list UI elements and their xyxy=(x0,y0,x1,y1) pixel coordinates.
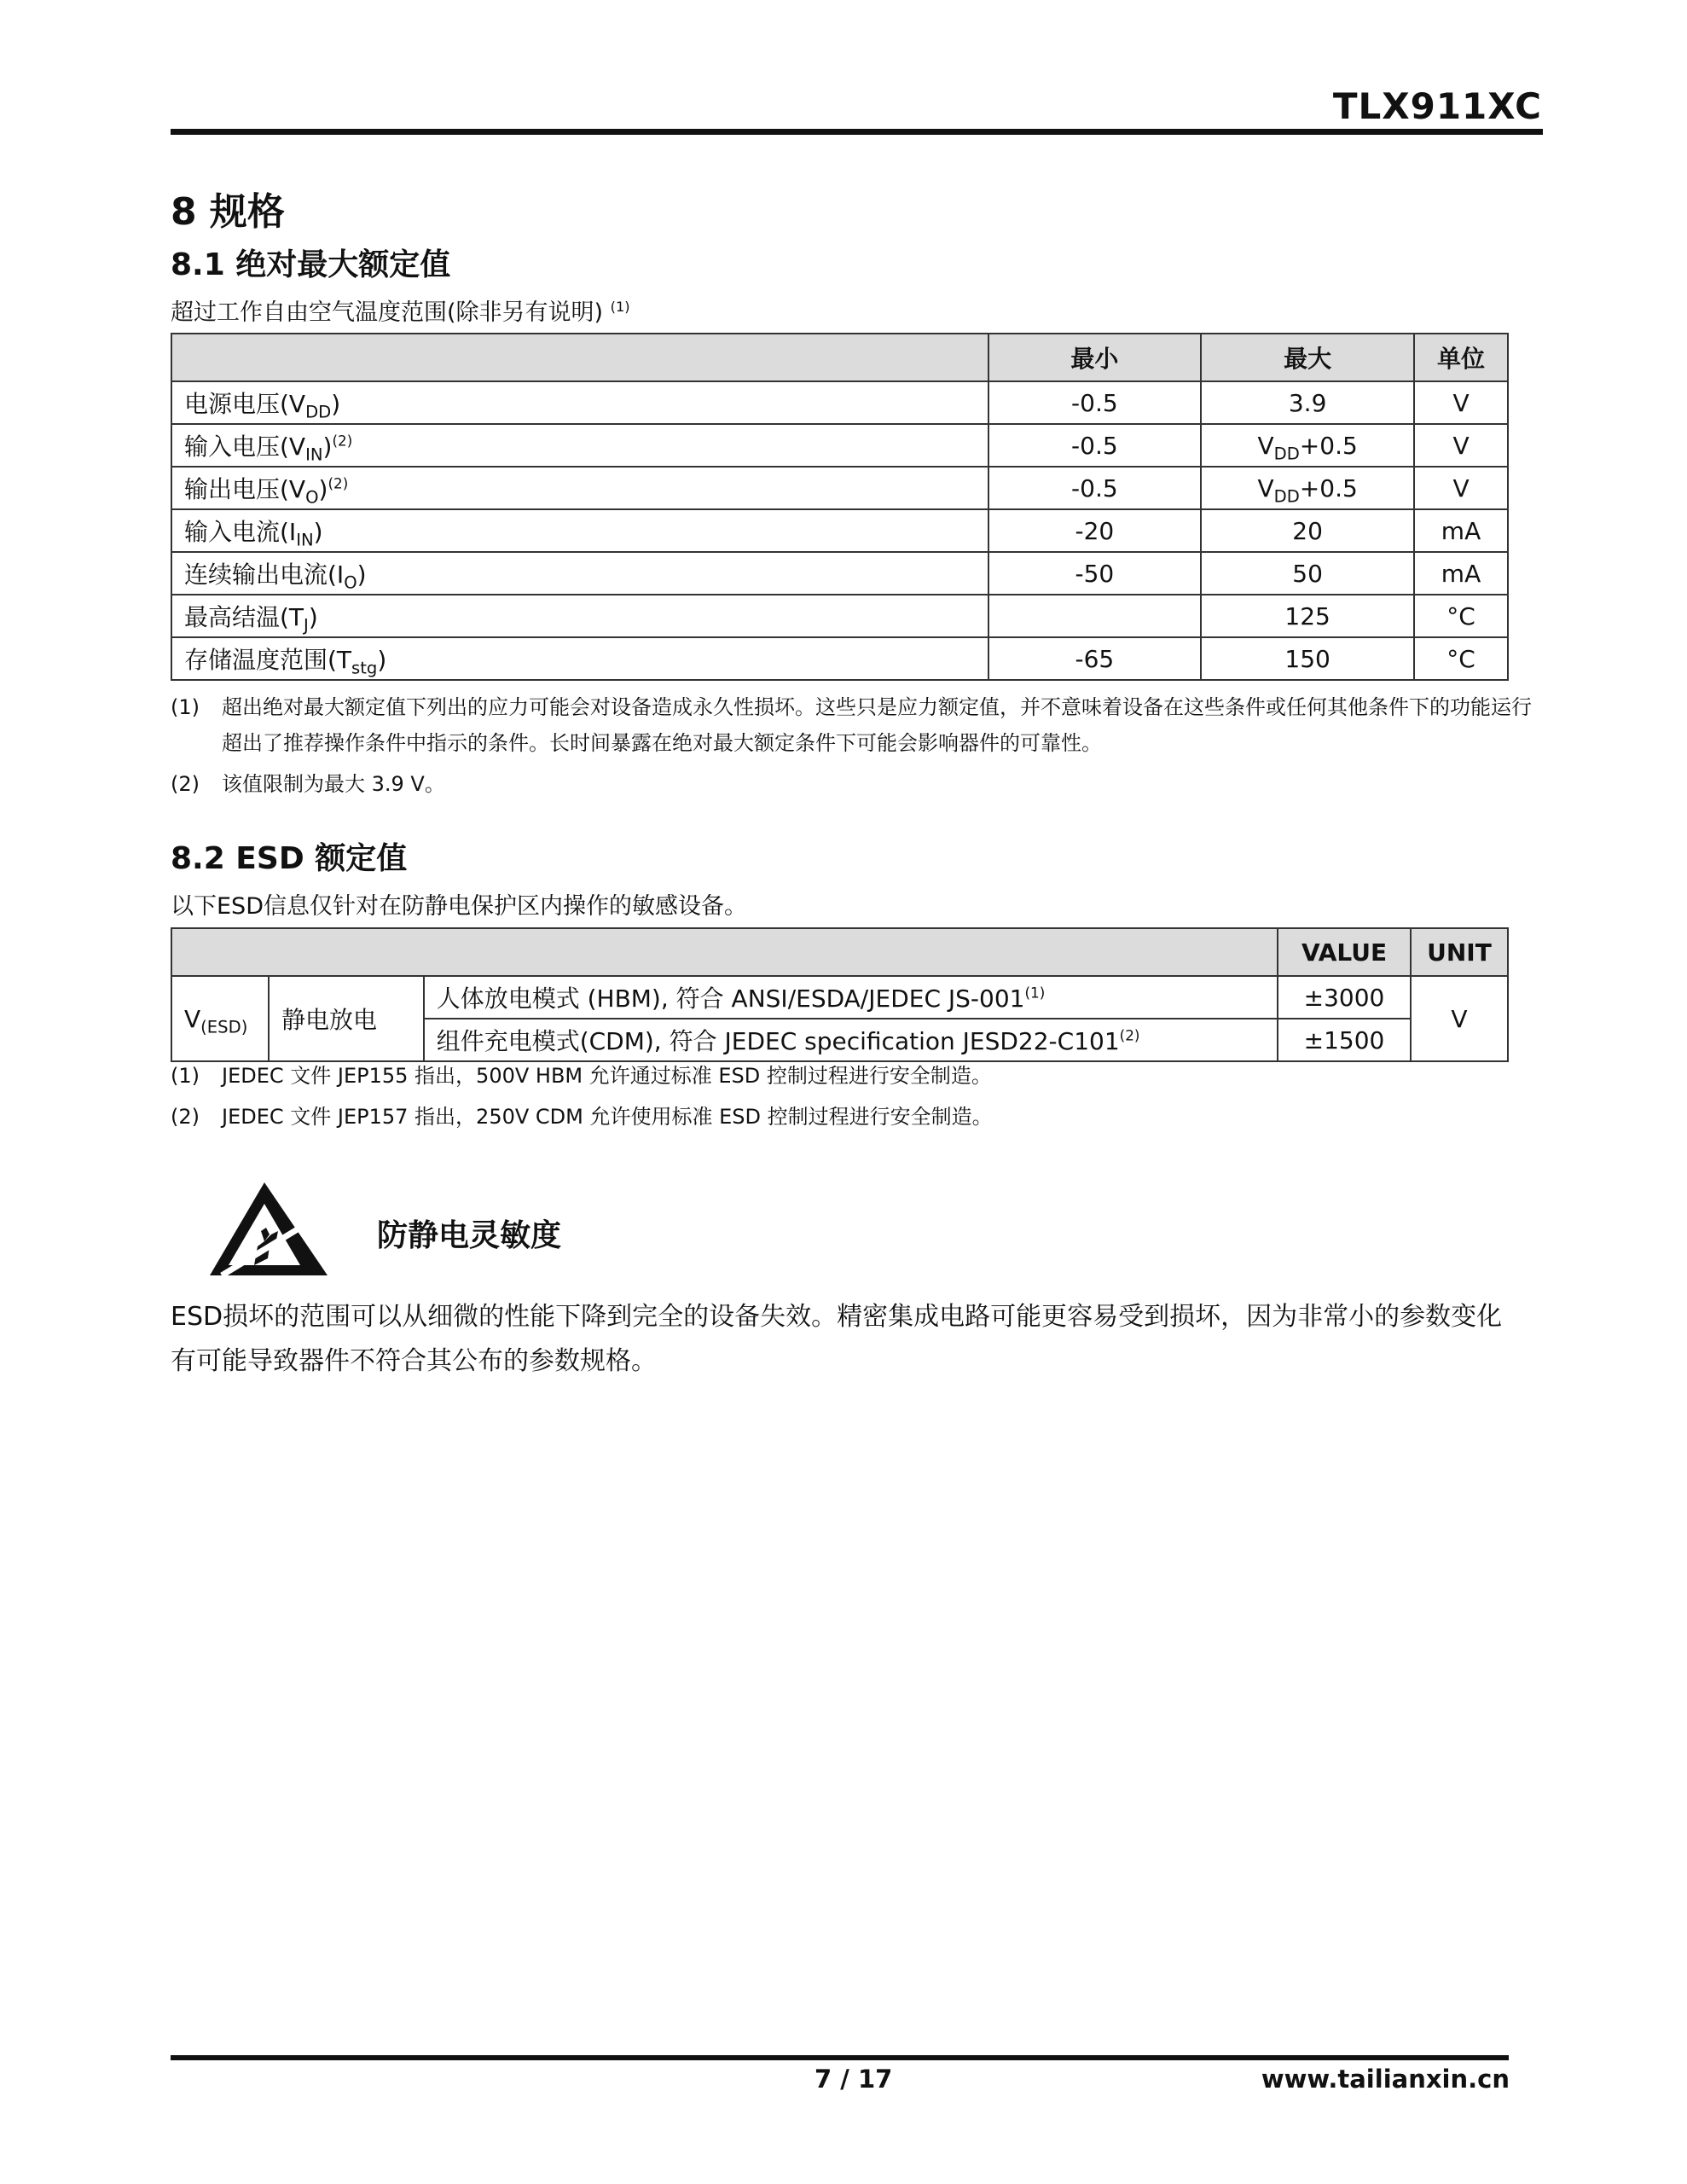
footnote xyxy=(171,1099,1543,1135)
min-cell: -0.5 xyxy=(988,424,1202,467)
abs-max-intro-text: 超过工作自由空气温度范围(除非另有说明) xyxy=(171,299,604,326)
abs-max-col-min: 最小 xyxy=(988,334,1202,381)
abs-max-table xyxy=(171,333,1509,681)
footnote-text: 该值限制为最大 3.9 V。 xyxy=(222,772,445,796)
unit-cell: °C xyxy=(1414,595,1508,637)
table-row xyxy=(171,381,1508,424)
abs-max-col-param xyxy=(171,334,988,381)
table-row xyxy=(171,509,1508,552)
param-cell: 连续输出电流$(I_O)$ xyxy=(171,552,988,595)
min-cell xyxy=(988,595,1202,637)
abs-max-header-row xyxy=(171,334,1508,381)
footnote-text: JEDEC 文件 JEP155 指出，500V HBM 允许通过标准 ESD 控制过程进行安全制造。 xyxy=(222,1064,992,1088)
unit-cell: °C xyxy=(1414,637,1508,680)
website-link[interactable]: www.tailianxin.cn xyxy=(1261,2065,1510,2094)
esd-col-desc xyxy=(171,928,1278,976)
esd-caution-title: 防静电灵敏度 xyxy=(377,1218,562,1253)
min-cell: -50 xyxy=(988,552,1202,595)
table-row xyxy=(171,595,1508,637)
min-cell: -0.5 xyxy=(988,467,1202,509)
esd-desc-cell: 人体放电模式 (HBM), 符合 ANSI/ESDA/JEDEC JS-001$^{(1)}$ xyxy=(424,976,1278,1019)
unit-cell: mA xyxy=(1414,552,1508,595)
param-cell: 输入电流$(I_{IN})$ xyxy=(171,509,988,552)
esd-value-cell: ±3000 xyxy=(1278,976,1411,1019)
footnote-mark: (1) xyxy=(171,695,200,719)
footnote-mark: (1) xyxy=(171,1064,200,1088)
max-cell: 50 xyxy=(1201,552,1414,595)
footnote-mark: (2) xyxy=(171,772,200,796)
esd-caution-text: ESD损坏的范围可以从细微的性能下降到完全的设备失效。精密集成电路可能更容易受到损坏，因为非常小的参数变化有可能导致器件不符合其公布的参数规格。 xyxy=(171,1302,1503,1376)
unit-cell: V xyxy=(1414,381,1508,424)
max-cell: 20 xyxy=(1201,509,1414,552)
unit-cell: V xyxy=(1414,424,1508,467)
esd-symbol-cell: $V_{(ESD)}$ xyxy=(171,976,269,1061)
esd-col-value: VALUE xyxy=(1278,928,1411,976)
footnote xyxy=(171,766,1543,802)
abs-max-intro xyxy=(171,293,630,327)
esd-header-row xyxy=(171,928,1508,976)
section-title: 8 规格 xyxy=(171,190,285,234)
unit-cell: V xyxy=(1414,467,1508,509)
esd-title: 8.2 ESD 额定值 xyxy=(171,841,408,876)
abs-max-col-unit: 单位 xyxy=(1414,334,1508,381)
footnote xyxy=(171,689,1543,761)
max-cell: 125 xyxy=(1201,595,1414,637)
param-cell: 最高结温$(T_J)$ xyxy=(171,595,988,637)
max-cell: 3.9 xyxy=(1201,381,1414,424)
param-cell: 电源电压$(V_{DD})$ xyxy=(171,381,988,424)
max-cell: $V_{DD}+0.5$ xyxy=(1201,467,1414,509)
table-row xyxy=(171,976,1508,1019)
esd-table xyxy=(171,927,1509,1062)
footnote xyxy=(171,1058,1543,1094)
table-row xyxy=(171,552,1508,595)
footnote-mark: (2) xyxy=(171,1105,200,1129)
abs-max-intro-note: (1) xyxy=(610,299,630,315)
abs-max-col-max: 最大 xyxy=(1201,334,1414,381)
abs-max-title: 8.1 绝对最大额定值 xyxy=(171,247,451,282)
esd-warning-icon xyxy=(205,1180,333,1278)
footer-rule xyxy=(171,2055,1509,2060)
abs-max-notes xyxy=(171,689,1543,807)
esd-unit-cell: V xyxy=(1411,976,1508,1061)
max-cell: $V_{DD}+0.5$ xyxy=(1201,424,1414,467)
page-number: 7 / 17 xyxy=(815,2065,893,2094)
param-cell: 输出电压$(V_O)^{(2)}$ xyxy=(171,467,988,509)
footnote-text: JEDEC 文件 JEP157 指出，250V CDM 允许使用标准 ESD 控制过程进行安全制造。 xyxy=(222,1105,993,1129)
esd-desc-cell: 组件充电模式(CDM), 符合 JEDEC specification JESD22-C101$^{(2)}$ xyxy=(424,1019,1278,1061)
min-cell: -65 xyxy=(988,637,1202,680)
table-row xyxy=(171,637,1508,680)
unit-cell: mA xyxy=(1414,509,1508,552)
document-id: TLX911XC xyxy=(1332,85,1542,127)
esd-value-cell: ±1500 xyxy=(1278,1019,1411,1061)
param-cell: 存储温度范围$(T_{stg})$ xyxy=(171,637,988,680)
min-cell: -20 xyxy=(988,509,1202,552)
esd-col-unit: UNIT xyxy=(1411,928,1508,976)
param-cell: 输入电压$(V_{IN})^{(2)}$ xyxy=(171,424,988,467)
esd-notes xyxy=(171,1058,1543,1140)
table-row xyxy=(171,467,1508,509)
min-cell: -0.5 xyxy=(988,381,1202,424)
esd-name-cell: 静电放电 xyxy=(269,976,424,1061)
max-cell: 150 xyxy=(1201,637,1414,680)
footnote-text: 超出绝对最大额定值下列出的应力可能会对设备造成永久性损坏。这些只是应力额定值，并不意味着设备在这些条件或任何其他条件下的功能运行超出了推荐操作条件中指示的条件。长时间暴露在绝对最大额定条件下可能会影响器件的可靠性。 xyxy=(222,695,1532,755)
table-row xyxy=(171,424,1508,467)
header-rule xyxy=(171,129,1543,135)
esd-intro: 以下ESD信息仅针对在防静电保护区内操作的敏感设备。 xyxy=(171,893,747,920)
